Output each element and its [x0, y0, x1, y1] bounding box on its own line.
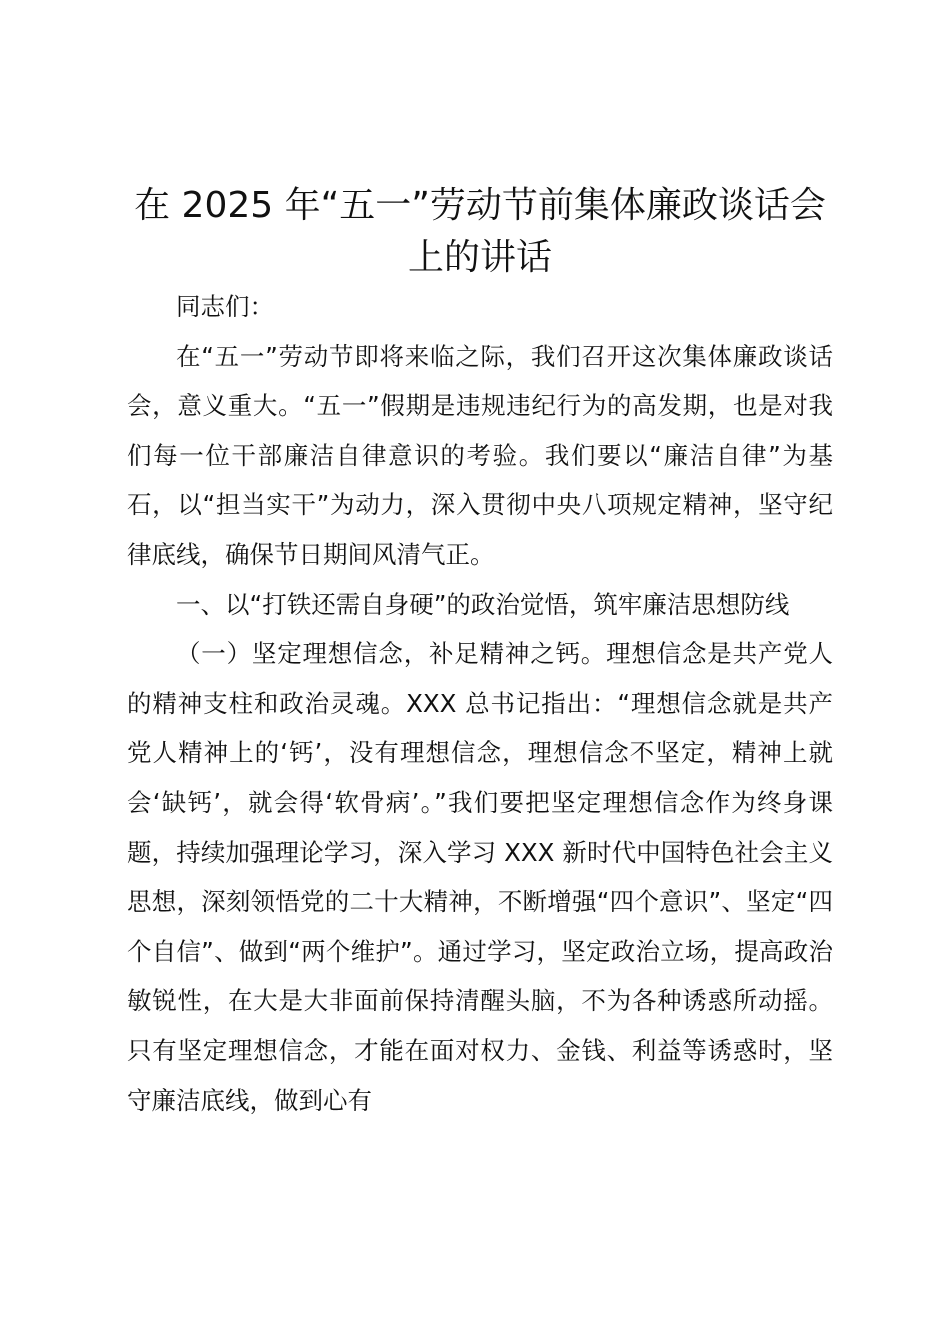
section-heading-1: 一、以“打铁还需自身硬”的政治觉悟，筑牢廉洁思想防线	[176, 589, 790, 619]
subsection-paragraph-1: （一）坚定理想信念，补足精神之钙。理想信念是共产党人的精神支柱和政治灵魂。XXX 总书记指出：“理想信念就是共产党人精神上的‘钙’，没有理想信念，理想信念不坚定，精神上就会‘缺钙’，就会得‘软骨病’。”我们要把坚定理想信念作为终身课题，持续加强理论学习，深入学习 XXX 新时代中国特色社会主义思想，深刻领悟党的二十大精神，不断增强“四个意识”、坚定“四个自信”、做到“两个维护”。通过学习，坚定政治立场，提高政治敏锐性，在大是大非面前保持清醒头脑，不为各种诱惑所动摇。只有坚定理想信念，才能在面对权力、金钱、利益等诱惑时，坚守廉洁底线，做到心有	[127, 639, 833, 1115]
intro-paragraph: 在“五一”劳动节即将来临之际，我们召开这次集体廉政谈话会，意义重大。“五一”假期是违规违纪行为的高发期，也是对我们每一位干部廉洁自律意识的考验。我们要以“廉洁自律”为基石，以“担当实干”为动力，深入贯彻中央八项规定精神，坚守纪律底线，确保节日期间风清气正。	[127, 341, 833, 569]
document-body	[127, 282, 833, 1125]
document-title: 在 2025 年“五一”劳动节前集体廉政谈话会上的讲话	[134, 185, 826, 278]
salutation-paragraph: 同志们：	[176, 292, 274, 321]
